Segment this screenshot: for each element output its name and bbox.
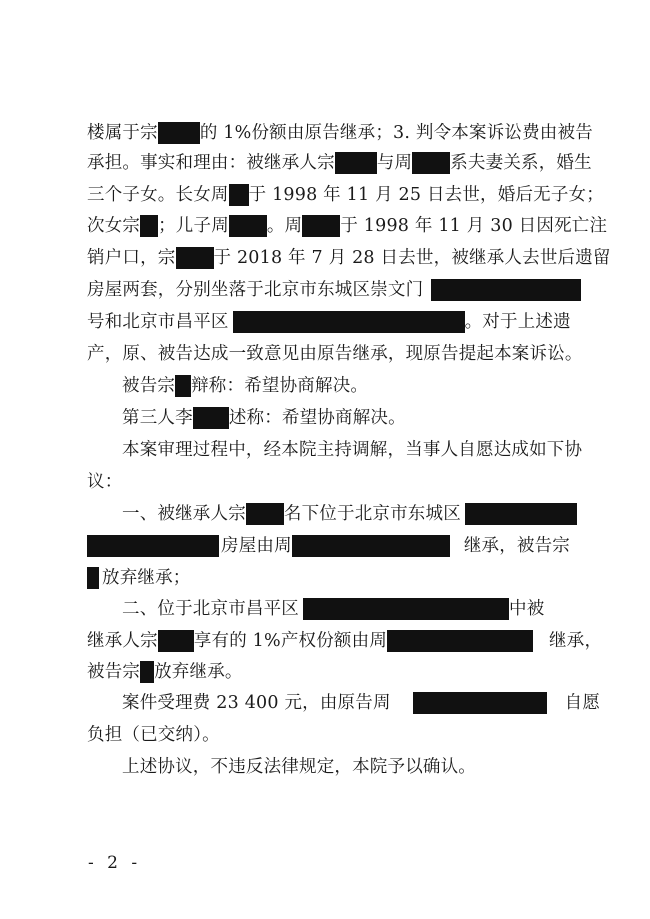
text-segment: 本案审理过程中，经本院主持调解，当事人自愿达成如下协 bbox=[122, 440, 583, 460]
redaction-block bbox=[431, 279, 581, 301]
text-segment: 销户口，宗 bbox=[87, 248, 176, 268]
text-line bbox=[87, 562, 191, 594]
text-segment: ；儿子周 bbox=[158, 216, 229, 236]
text-segment: 辩称：希望协商解决。 bbox=[191, 376, 369, 396]
text-segment: 自愿 bbox=[564, 693, 601, 713]
redaction-block bbox=[413, 692, 547, 714]
text-segment: 享有的 1%产权份额由周 bbox=[193, 631, 388, 651]
redaction-block bbox=[335, 152, 377, 174]
text-segment: 第三人李 bbox=[122, 408, 193, 428]
text-segment: 负担（已交纳）。 bbox=[87, 725, 220, 745]
text-line bbox=[122, 434, 582, 466]
text-segment: 议： bbox=[87, 472, 123, 492]
text-line bbox=[87, 306, 571, 338]
redaction-block bbox=[176, 247, 214, 269]
redaction-block bbox=[465, 503, 577, 525]
redaction-block bbox=[292, 535, 450, 557]
text-line bbox=[87, 338, 583, 370]
redaction-block bbox=[87, 535, 219, 557]
page-number: - 2 - bbox=[88, 853, 142, 873]
text-segment: 上述协议，不违反法律规定，本院予以确认。 bbox=[122, 757, 476, 777]
text-line bbox=[122, 370, 368, 402]
text-line bbox=[122, 498, 577, 530]
text-segment: 房屋由周 bbox=[221, 536, 292, 556]
text-line bbox=[87, 242, 611, 274]
text-segment: 。对于上述遗 bbox=[464, 312, 571, 332]
redaction-block bbox=[229, 184, 249, 206]
text-line bbox=[87, 117, 593, 149]
text-segment: 于 1998 年 11 月 30 日因死亡注 bbox=[340, 216, 608, 236]
redaction-block bbox=[246, 503, 284, 525]
text-segment: 楼属于宗 bbox=[87, 123, 158, 143]
redaction-block bbox=[158, 630, 194, 652]
text-segment: 号和北京市昌平区 bbox=[87, 312, 229, 332]
redaction-block bbox=[158, 122, 200, 144]
text-segment: 继承，被告宗 bbox=[463, 536, 571, 556]
text-segment: 产，原、被告达成一致意见由原告继承，现原告提起本案诉讼。 bbox=[87, 344, 583, 364]
redaction-block bbox=[229, 215, 267, 237]
text-segment: 被告宗 bbox=[122, 376, 176, 396]
text-line bbox=[87, 274, 581, 306]
text-line bbox=[87, 179, 604, 211]
text-segment: 于 2018 年 7 月 28 日去世，被继承人去世后遗留 bbox=[213, 248, 611, 268]
redaction-block bbox=[233, 311, 465, 333]
text-segment: 放弃继承； bbox=[102, 568, 191, 588]
text-segment: 的 1%份额由原告继承；3. 判令本案诉讼费由被告 bbox=[199, 123, 593, 143]
text-line bbox=[87, 625, 602, 657]
text-segment: 次女宗 bbox=[87, 216, 141, 236]
text-line bbox=[87, 530, 570, 562]
text-line bbox=[122, 687, 600, 719]
text-line bbox=[122, 593, 544, 625]
text-segment: 于 1998 年 11 月 25 日去世，婚后无子女； bbox=[248, 185, 604, 205]
redaction-block bbox=[302, 215, 340, 237]
text-segment: 系夫妻关系，婚生 bbox=[450, 153, 592, 173]
text-line bbox=[87, 210, 607, 242]
text-segment: 放弃继承。 bbox=[154, 662, 243, 682]
text-segment: 承担。事实和理由：被继承人宗 bbox=[87, 153, 335, 173]
redaction-block bbox=[412, 152, 450, 174]
text-segment: 被告宗 bbox=[87, 662, 141, 682]
redaction-block bbox=[140, 215, 158, 237]
text-segment: 二、位于北京市昌平区 bbox=[122, 599, 299, 619]
text-line bbox=[87, 719, 220, 751]
redaction-block bbox=[193, 407, 229, 429]
text-line bbox=[122, 751, 476, 783]
text-line bbox=[87, 147, 592, 179]
redaction-block bbox=[175, 375, 191, 397]
text-segment: 一、被继承人宗 bbox=[122, 504, 246, 524]
text-segment: 继承人宗 bbox=[87, 631, 158, 651]
text-segment: 继承， bbox=[549, 631, 603, 651]
redaction-block bbox=[387, 630, 533, 652]
redaction-block bbox=[303, 598, 509, 620]
text-line bbox=[122, 402, 406, 434]
text-segment: 名下位于北京市东城区 bbox=[283, 504, 461, 524]
text-line bbox=[87, 466, 122, 498]
text-segment: 中被 bbox=[509, 599, 545, 619]
redaction-block bbox=[87, 567, 99, 589]
text-segment: 与周 bbox=[376, 153, 413, 173]
redaction-block bbox=[140, 661, 154, 683]
text-segment: 述称：希望协商解决。 bbox=[228, 408, 406, 428]
text-segment: 房屋两套，分别坐落于北京市东城区崇文门 bbox=[87, 280, 424, 300]
text-segment: 。周 bbox=[266, 216, 303, 236]
text-segment: 案件受理费 23 400 元，由原告周 bbox=[122, 693, 391, 713]
text-line bbox=[87, 656, 243, 688]
text-segment: 三个子女。长女周 bbox=[87, 185, 229, 205]
